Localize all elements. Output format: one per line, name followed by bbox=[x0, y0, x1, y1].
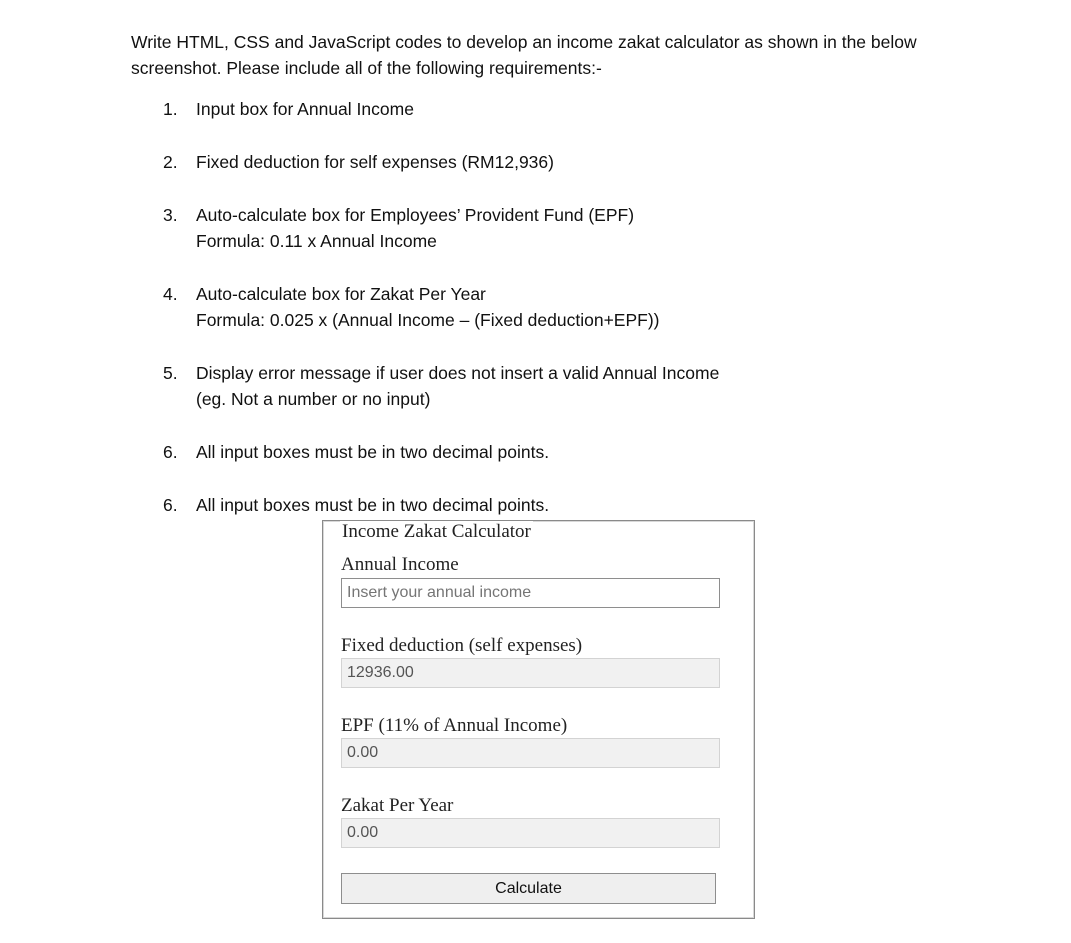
requirement-note: (eg. Not a number or no input) bbox=[196, 389, 431, 409]
zakat-calculator-fieldset bbox=[322, 520, 755, 919]
requirement-item bbox=[131, 149, 931, 175]
requirements-list bbox=[131, 96, 931, 545]
requirement-text: Input box for Annual Income bbox=[196, 99, 414, 119]
requirement-item bbox=[131, 492, 931, 518]
zakat-label: Zakat Per Year bbox=[341, 795, 454, 816]
requirement-item bbox=[131, 439, 931, 465]
requirement-number: 6. bbox=[163, 442, 178, 462]
requirement-formula: Formula: 0.025 x (Annual Income – (Fixed deduction+EPF)) bbox=[196, 310, 660, 330]
requirement-item bbox=[131, 281, 931, 333]
requirement-text: Auto-calculate box for Zakat Per Year bbox=[196, 284, 486, 304]
zakat-field bbox=[341, 818, 720, 848]
annual-income-label: Annual Income bbox=[341, 554, 459, 575]
requirement-item bbox=[131, 360, 931, 412]
annual-income-input[interactable] bbox=[341, 578, 720, 608]
calculate-button[interactable]: Calculate bbox=[341, 873, 716, 904]
instructions-intro bbox=[131, 29, 1011, 81]
requirement-text: Auto-calculate box for Employees’ Provident Fund (EPF) bbox=[196, 205, 635, 225]
requirement-number: 6. bbox=[163, 495, 178, 515]
calculator-legend: Income Zakat Calculator bbox=[342, 521, 531, 542]
requirement-text: Display error message if user does not insert a valid Annual Income bbox=[196, 363, 720, 383]
requirement-number: 5. bbox=[163, 363, 178, 383]
requirement-number: 3. bbox=[163, 205, 178, 225]
requirement-formula: Formula: 0.11 x Annual Income bbox=[196, 231, 437, 251]
requirement-text: Fixed deduction for self expenses (RM12,936) bbox=[196, 152, 554, 172]
fixed-deduction-field bbox=[341, 658, 720, 688]
requirement-number: 1. bbox=[163, 99, 178, 119]
requirement-item bbox=[131, 96, 931, 122]
epf-label: EPF (11% of Annual Income) bbox=[341, 715, 568, 736]
requirement-number: 2. bbox=[163, 152, 178, 172]
requirement-item bbox=[131, 202, 931, 254]
requirement-text: All input boxes must be in two decimal points. bbox=[196, 442, 550, 462]
requirement-number: 4. bbox=[163, 284, 178, 304]
intro-line-2: screenshot. Please include all of the following requirements:- bbox=[131, 58, 602, 78]
requirement-text: All input boxes must be in two decimal points. bbox=[196, 495, 550, 515]
intro-line-1: Write HTML, CSS and JavaScript codes to develop an income zakat calculator as shown in the below bbox=[131, 32, 917, 52]
fixed-deduction-label: Fixed deduction (self expenses) bbox=[341, 635, 583, 656]
epf-field bbox=[341, 738, 720, 768]
